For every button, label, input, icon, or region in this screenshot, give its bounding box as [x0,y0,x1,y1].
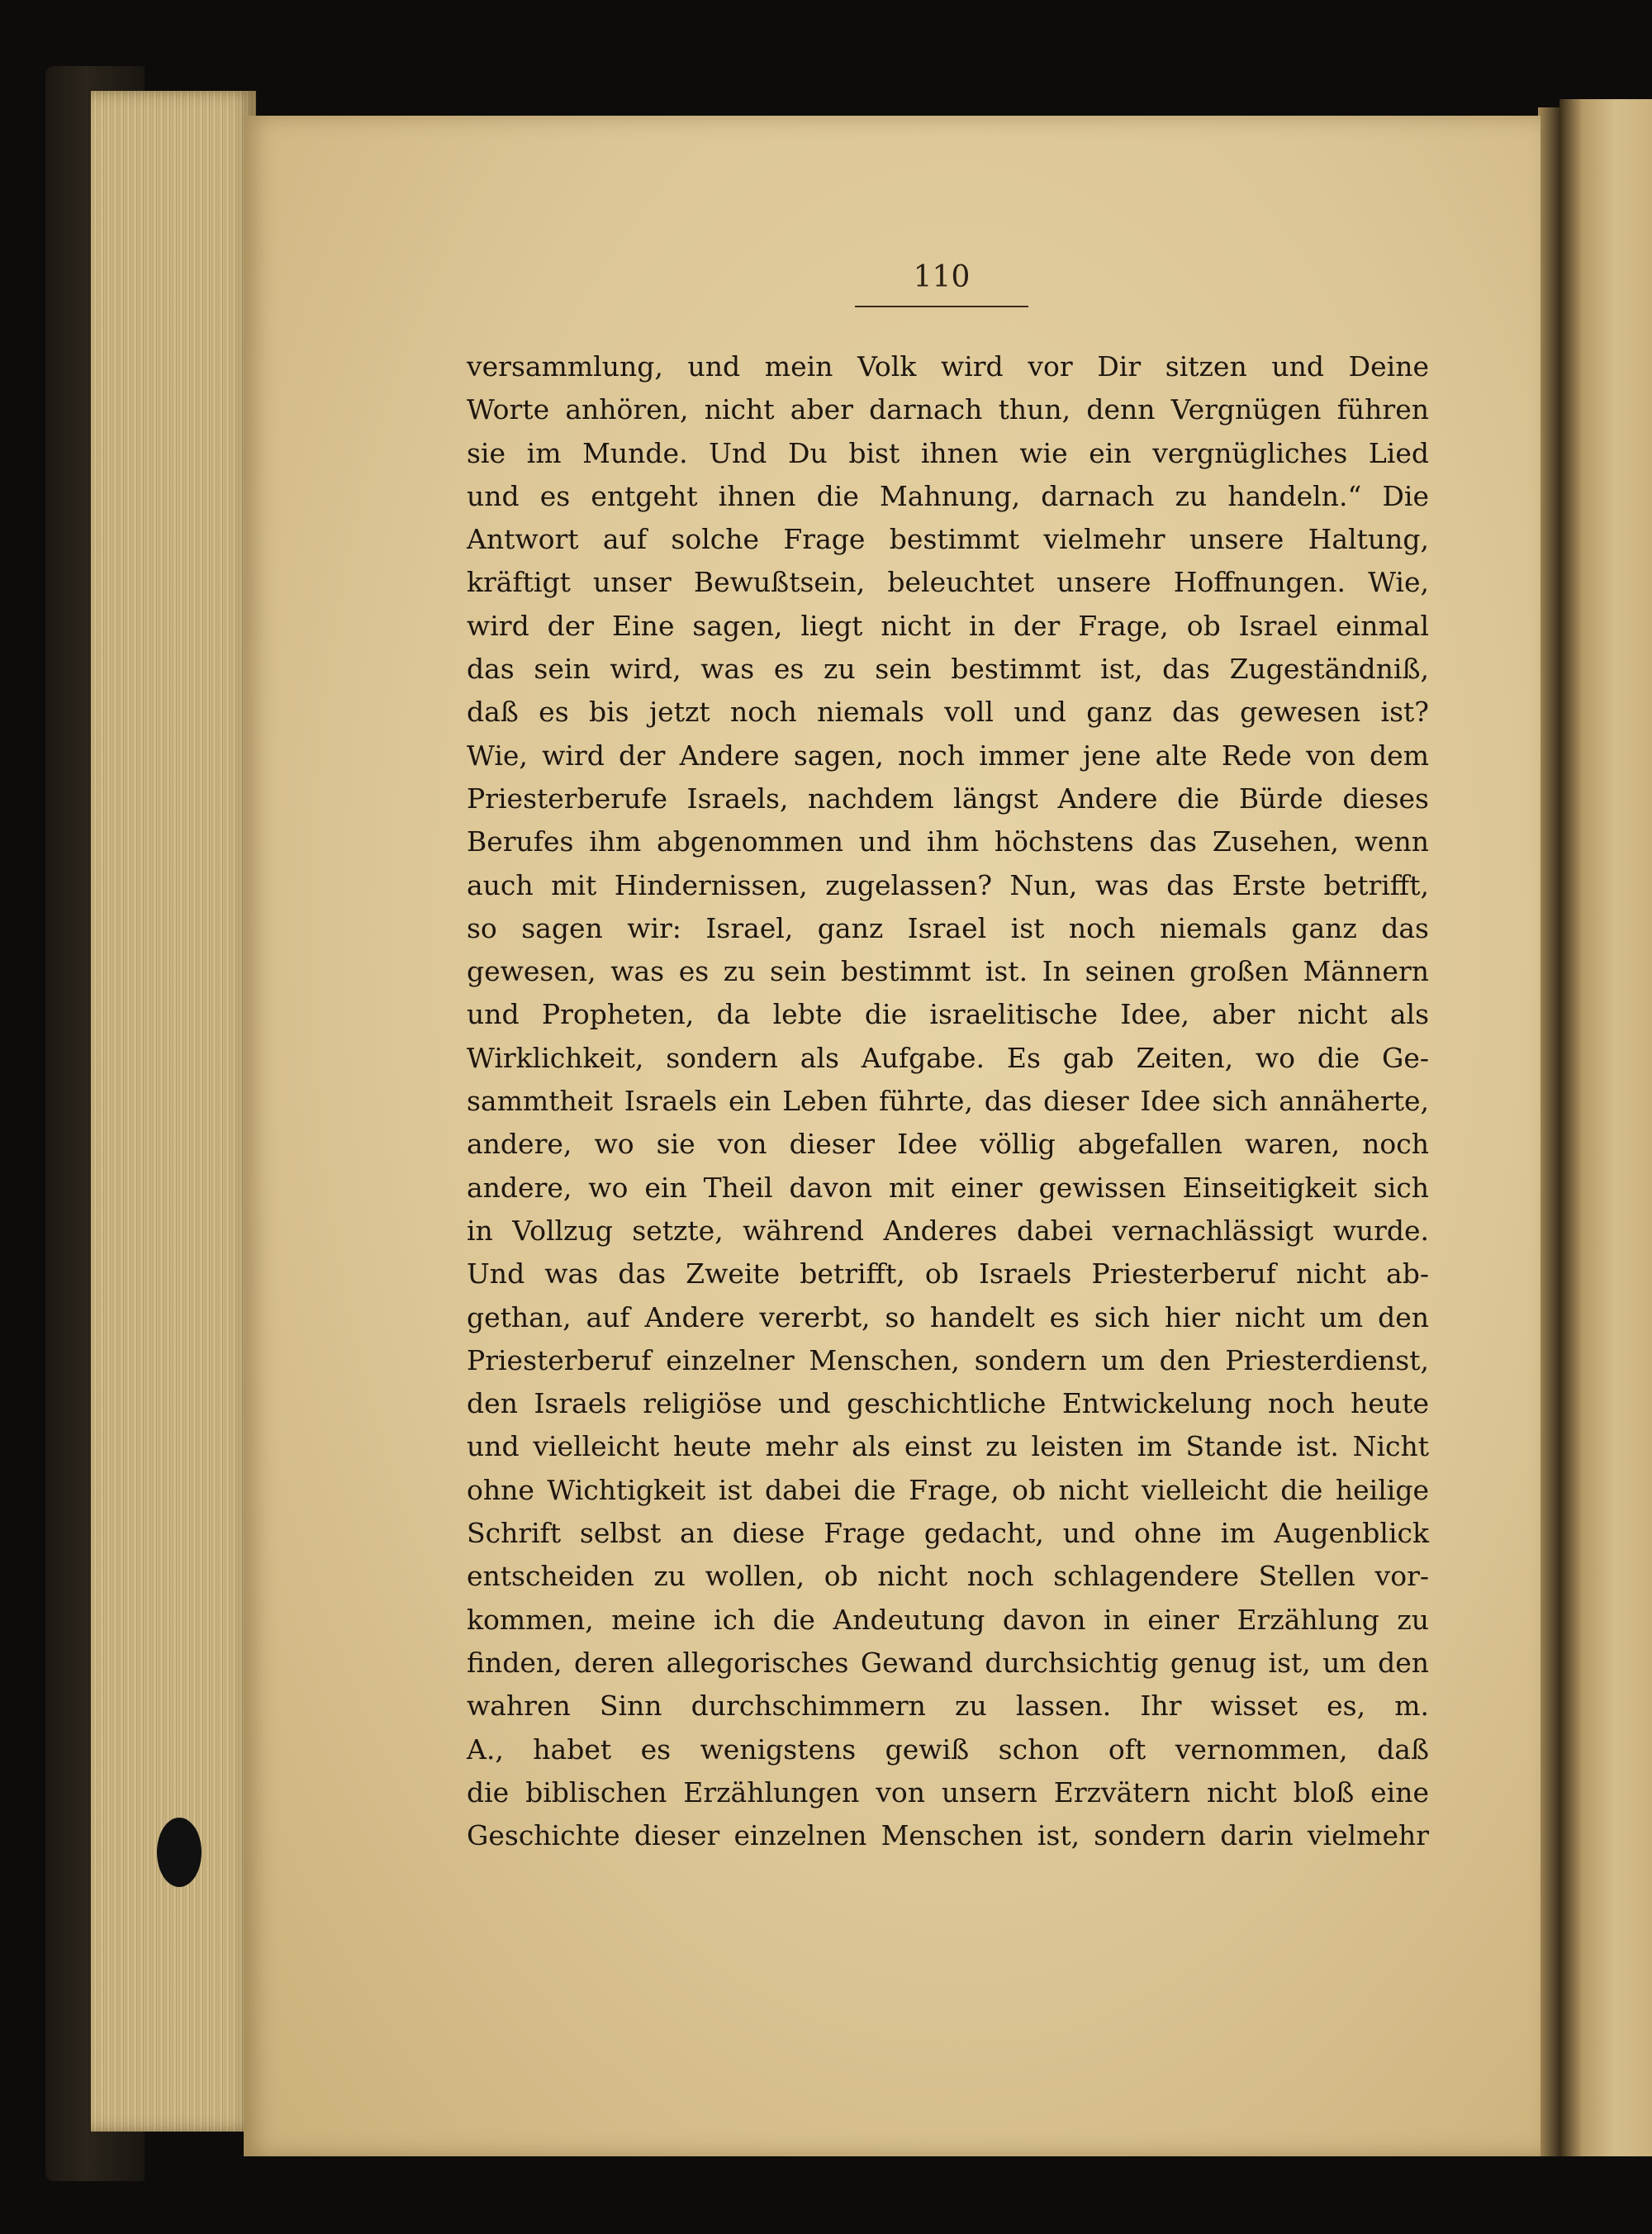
text-line: versammlung, und mein Volk wird vor Dir sitzen und Deine [467,350,1429,383]
text-line: den Israels religiöse und geschichtliche Entwickelung noch heute [467,1387,1429,1420]
text-line: Priesterberufe Israels, nachdem längst Andere die Bürde dieses [467,782,1429,815]
text-line: entscheiden zu wollen, ob nicht noch schlagendere Stellen vor- [467,1560,1429,1593]
text-line: sammtheit Israels ein Leben führte, das dieser Idee sich annäherte, [467,1085,1429,1118]
text-line: sie im Munde. Und Du bist ihnen wie ein vergnügliches Lied [467,436,1429,469]
text-line: Worte anhören, nicht aber darnach thun, denn Vergnügen führen [467,393,1429,426]
text-line: Wirklichkeit, sondern als Aufgabe. Es gab Zeiten, wo die Ge- [467,1041,1429,1074]
text-line: wahren Sinn durchschimmern zu lassen. Ihr wisset es, m. [467,1690,1429,1723]
text-line: Und was das Zweite betrifft, ob Israels Priesterberuf nicht ab- [467,1257,1429,1290]
text-line: daß es bis jetzt noch niemals voll und ganz das gewesen ist? [467,696,1429,729]
text-line: wird der Eine sagen, liegt nicht in der Frage, ob Israel einmal [467,609,1429,642]
text-line: die biblischen Erzählungen von unsern Erzvätern nicht bloß eine [467,1775,1429,1809]
text-line: Priesterberuf einzelner Menschen, sondern um den Priesterdienst, [467,1343,1429,1376]
facing-page [1559,99,1652,2156]
page-header [855,260,1028,307]
text-line: Geschichte dieser einzelnen Menschen ist, sondern darin vielmehr [467,1819,1429,1852]
page-number: 110 [913,260,971,294]
header-rule [855,306,1028,307]
body-text [467,345,1429,1857]
text-line: Wie, wird der Andere sagen, noch immer jene alte Rede von dem [467,739,1429,772]
ink-blot [157,1818,202,1887]
text-line: Schrift selbst an diese Frage gedacht, und ohne im Augenblick [467,1517,1429,1550]
text-line: gewesen, was es zu sein bestimmt ist. In seinen großen Männern [467,955,1429,988]
text-line: und Propheten, da lebte die israelitische Idee, aber nicht als [467,998,1429,1031]
text-line: andere, wo ein Theil davon mit einer gewissen Einseitigkeit sich [467,1171,1429,1204]
text-line: und vielleicht heute mehr als einst zu leisten im Stande ist. Nicht [467,1430,1429,1463]
text-line: und es entgeht ihnen die Mahnung, darnach zu handeln.“ Die [467,479,1429,512]
text-line: kommen, meine ich die Andeutung davon in einer Erzählung zu [467,1603,1429,1636]
text-line: so sagen wir: Israel, ganz Israel ist noch niemals ganz das [467,911,1429,944]
text-line: andere, wo sie von dieser Idee völlig abgefallen waren, noch [467,1128,1429,1161]
text-line: kräftigt unser Bewußtsein, beleuchtet unsere Hoffnungen. Wie, [467,566,1429,599]
text-line: finden, deren allegorisches Gewand durchsichtig genug ist, um den [467,1646,1429,1679]
text-line: auch mit Hindernissen, zugelassen? Nun, was das Erste betrifft, [467,868,1429,901]
text-line: in Vollzug setzte, während Anderes dabei vernachlässigt wurde. [467,1214,1429,1247]
text-line: ohne Wichtigkeit ist dabei die Frage, ob nicht vielleicht die heilige [467,1473,1429,1506]
text-line: Berufes ihm abgenommen und ihm höchstens das Zusehen, wenn [467,825,1429,858]
text-line: A., habet es wenigstens gewiß schon oft vernommen, daß [467,1733,1429,1766]
text-line: gethan, auf Andere vererbt, so handelt es sich hier nicht um den [467,1300,1429,1333]
text-line: das sein wird, was es zu sein bestimmt ist, das Zugeständniß, [467,653,1429,686]
text-line: Antwort auf solche Frage bestimmt vielmehr unsere Haltung, [467,523,1429,556]
